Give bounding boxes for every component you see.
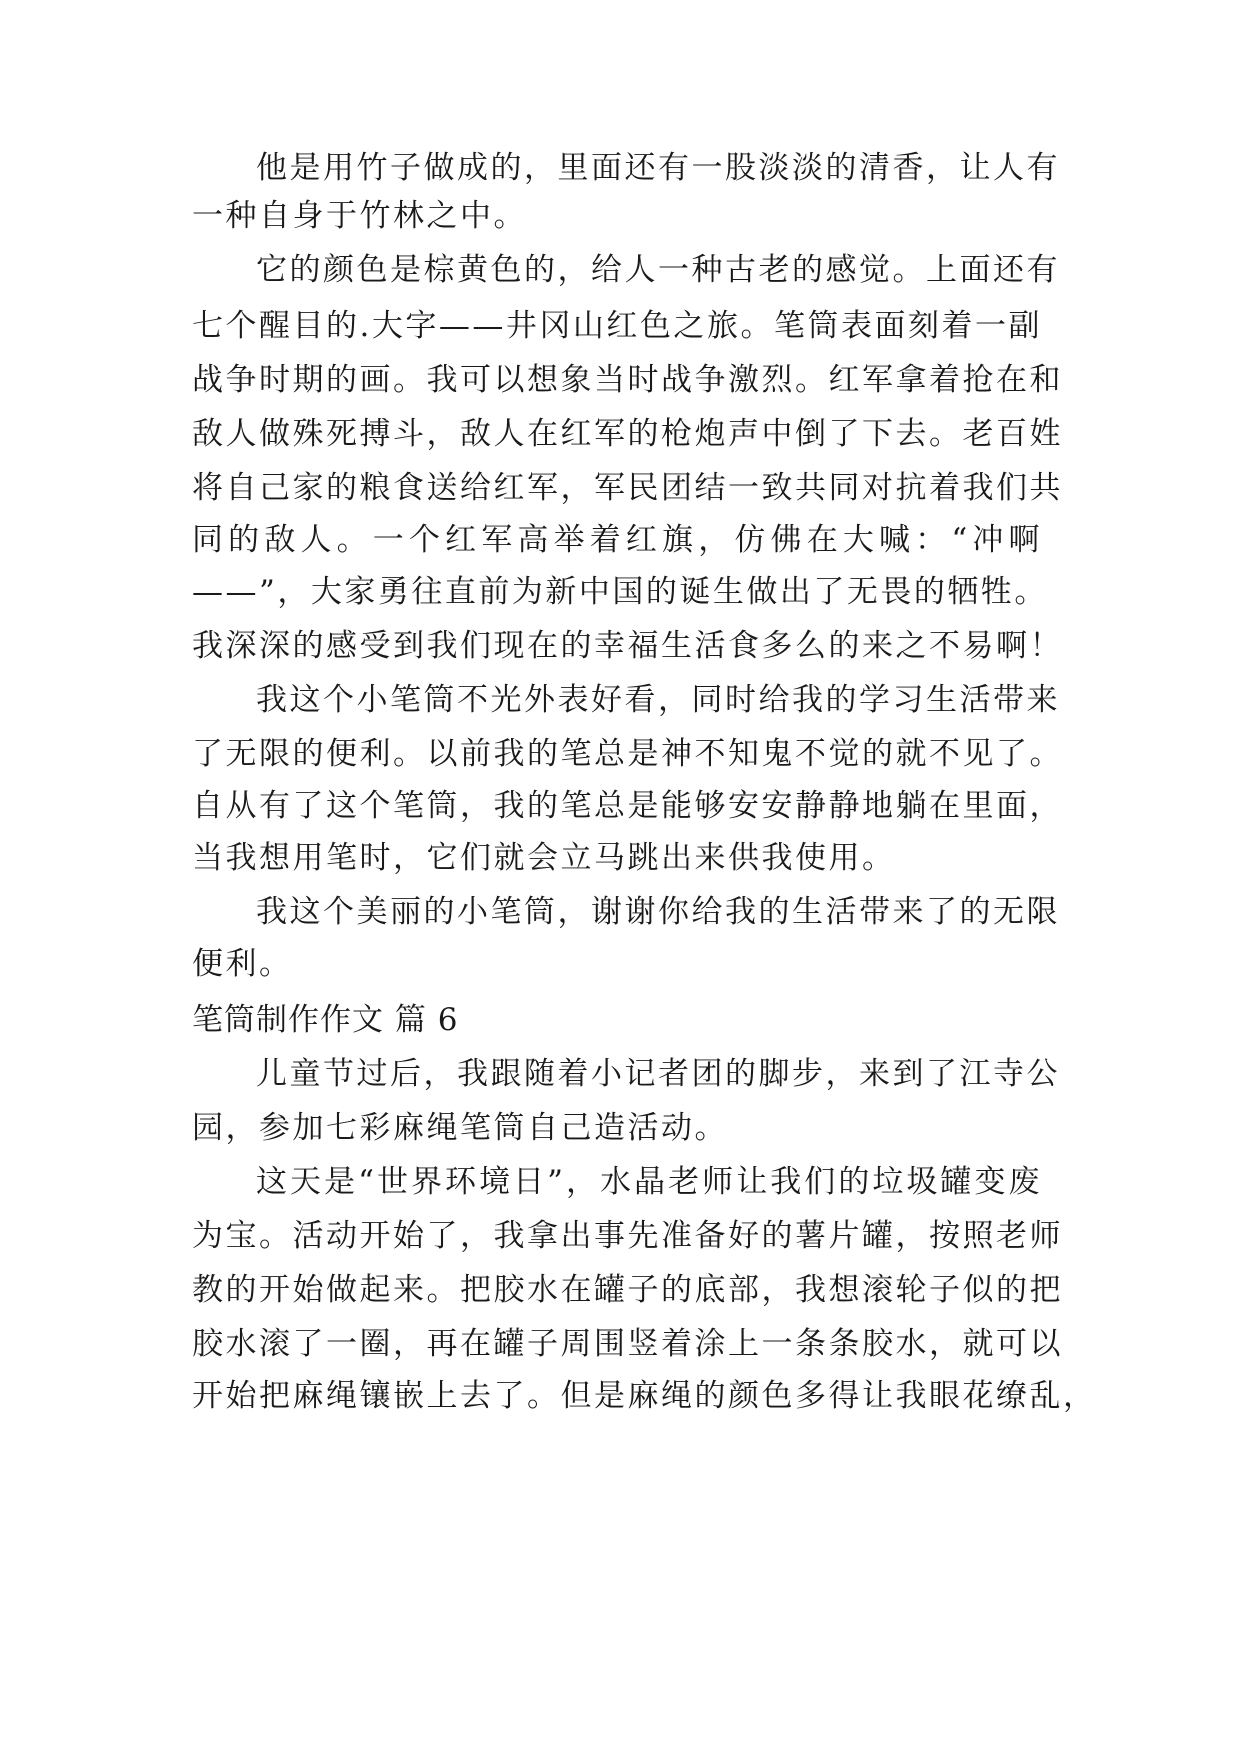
paragraph-line: 七个醒目的.大字——井冈山红色之旅。笔筒表面刻着一副: [192, 308, 1042, 344]
paragraph-line: 我这个小笔筒不光外表好看，同时给我的学习生活带来: [256, 682, 1060, 718]
paragraph-line: 同的敌人。一个红军高举着红旗，仿佛在大喊：“冲啊: [192, 522, 1042, 558]
paragraph-line: 便利。: [192, 946, 293, 982]
section-heading: 笔筒制作作文 篇 6: [192, 1002, 459, 1038]
paragraph-line: 了无限的便利。以前我的笔总是神不知鬼不觉的就不见了。: [192, 736, 1063, 772]
paragraph-line: 园，参加七彩麻绳笔筒自己造活动。: [192, 1110, 728, 1146]
paragraph-line: 自从有了这个笔筒，我的笔总是能够安安静静地躺在里面，: [192, 788, 1063, 824]
paragraph-line: ——”，大家勇往直前为新中国的诞生做出了无畏的牺牲。: [192, 574, 1048, 610]
paragraph-line: 他是用竹子做成的，里面还有一股淡淡的清香，让人有: [256, 150, 1060, 186]
paragraph-line: 它的颜色是棕黄色的，给人一种古老的感觉。上面还有: [256, 252, 1060, 288]
paragraph-line: 我这个美丽的小笔筒，谢谢你给我的生活带来了的无限: [256, 894, 1060, 930]
paragraph-line: 一种自身于竹林之中。: [192, 198, 527, 234]
paragraph-line: 为宝。活动开始了，我拿出事先准备好的薯片罐，按照老师: [192, 1218, 1063, 1254]
paragraph-line: 敌人做殊死搏斗，敌人在红军的枪炮声中倒了下去。老百姓: [192, 416, 1063, 452]
paragraph-line: 战争时期的画。我可以想象当时战争激烈。红军拿着抢在和: [192, 362, 1063, 398]
paragraph-line: 我深深的感受到我们现在的幸福生活食多么的来之不易啊！: [192, 628, 1063, 664]
paragraph-line: 开始把麻绳镶嵌上去了。但是麻绳的颜色多得让我眼花缭乱，: [192, 1378, 1097, 1414]
paragraph-line: 将自己家的粮食送给红军，军民团结一致共同对抗着我们共: [192, 470, 1063, 506]
paragraph-line: 这天是“世界环境日”，水晶老师让我们的垃圾罐变废: [256, 1164, 1042, 1200]
paragraph-line: 当我想用笔时，它们就会立马跳出来供我使用。: [192, 840, 896, 876]
paragraph-line: 胶水滚了一圈，再在罐子周围竖着涂上一条条胶水，就可以: [192, 1326, 1063, 1362]
paragraph-line: 教的开始做起来。把胶水在罐子的底部，我想滚轮子似的把: [192, 1272, 1063, 1308]
paragraph-line: 儿童节过后，我跟随着小记者团的脚步，来到了江寺公: [256, 1056, 1060, 1092]
